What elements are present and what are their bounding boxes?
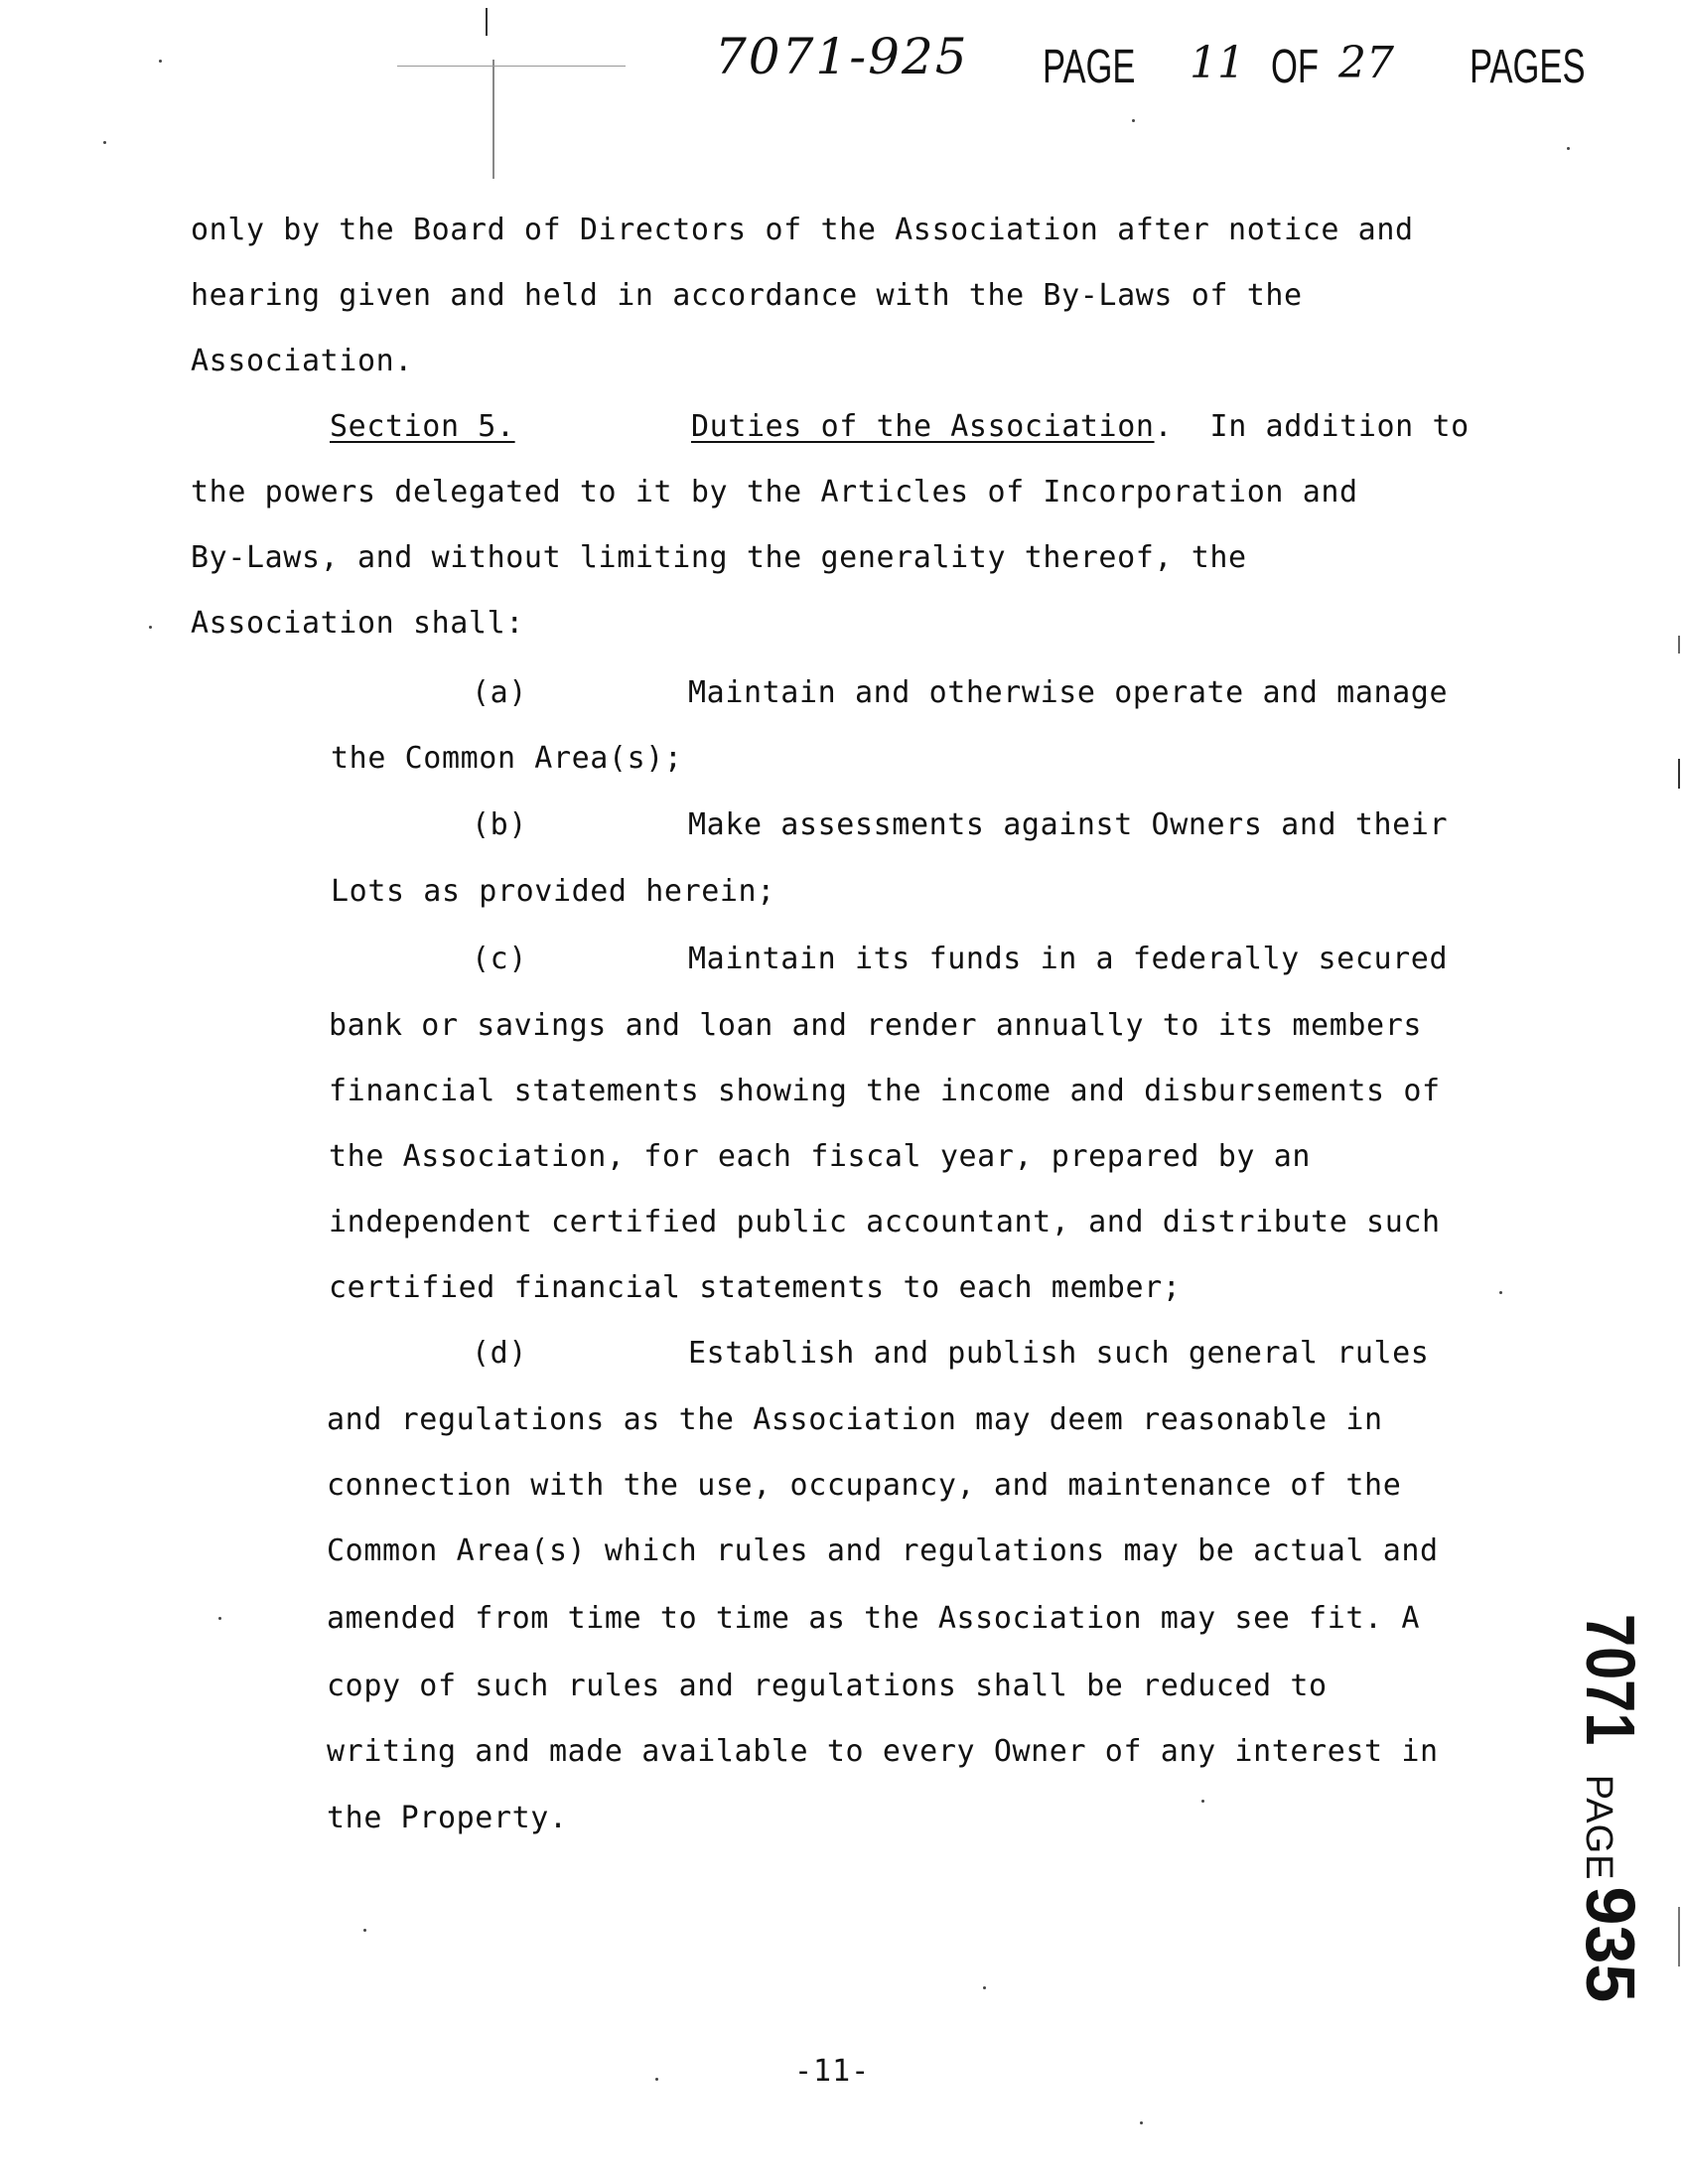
item-first-line: Maintain and otherwise operate and manage	[688, 675, 1449, 710]
item-first-line: Make assessments against Owners and their	[688, 807, 1449, 842]
item-line: the Property.	[327, 1801, 568, 1835]
section-label: Section 5.	[330, 409, 515, 444]
scan-dot	[655, 2078, 658, 2081]
item-line: bank or savings and loan and render annually to its members	[329, 1008, 1423, 1043]
section-heading	[330, 409, 515, 445]
scan-mark	[1678, 636, 1680, 654]
item-marker: (a)	[472, 675, 527, 710]
scan-mark	[486, 8, 488, 36]
section-title: Duties of the Association	[691, 409, 1155, 444]
item-line: certified financial statements to each member;	[329, 1270, 1182, 1305]
scan-mark	[1678, 1907, 1680, 1966]
item-line: Common Area(s) which rules and regulations may be actual and	[327, 1533, 1439, 1568]
item-line: amended from time to time as the Association may see fit. A	[327, 1601, 1421, 1636]
scan-dot	[1140, 2121, 1143, 2124]
section-lead: In addition to	[1209, 409, 1470, 444]
scan-dot	[149, 626, 152, 629]
scan-mark	[1678, 759, 1680, 789]
stamp-page-number: 935	[1572, 1886, 1649, 2003]
stamp-page-word: PAGE	[1578, 1774, 1619, 1881]
item-first-line: Establish and publish such general rules	[688, 1336, 1430, 1371]
body-line: Association shall:	[191, 606, 524, 641]
scan-dot	[363, 1929, 366, 1932]
body-line: By-Laws, and without limiting the generality thereof, the	[191, 540, 1247, 575]
item-marker: (d)	[472, 1336, 527, 1371]
item-line: copy of such rules and regulations shall be reduced to	[327, 1669, 1328, 1703]
scan-dot	[1567, 147, 1570, 150]
item-first-line: Maintain its funds in a federally secured	[688, 942, 1449, 976]
page-footer-number: -11-	[794, 2054, 871, 2089]
scan-mark	[492, 60, 494, 179]
scan-dot	[159, 60, 162, 63]
handwritten-book-page: 7071-925	[715, 28, 969, 85]
scan-dot	[1132, 119, 1135, 122]
page-word: PAGE	[1043, 41, 1136, 93]
section-title-line	[691, 409, 1470, 445]
item-line: the Common Area(s);	[331, 741, 683, 776]
scan-mark	[397, 66, 626, 67]
item-marker: (c)	[472, 942, 527, 976]
body-line: only by the Board of Directors of the Association after notice and	[191, 213, 1414, 247]
item-line: and regulations as the Association may deem reasonable in	[327, 1402, 1383, 1437]
item-line: the Association, for each fiscal year, prepared by an	[329, 1139, 1312, 1174]
pages-word: PAGES	[1470, 41, 1586, 93]
scan-dot	[1499, 1291, 1502, 1294]
of-word: OF	[1271, 41, 1319, 93]
recording-stamp	[1571, 1614, 1650, 2002]
body-line: Association.	[191, 344, 413, 378]
item-line: writing and made available to every Owner of any interest in	[327, 1734, 1439, 1769]
item-marker: (b)	[472, 807, 527, 842]
stamp-book-number: 7071	[1572, 1614, 1649, 1746]
body-line: hearing given and held in accordance with the By-Laws of the	[191, 278, 1303, 313]
section-title-end: .	[1154, 409, 1174, 444]
item-line: Lots as provided herein;	[331, 874, 775, 909]
scan-dot	[218, 1617, 221, 1620]
scan-dot	[103, 141, 106, 144]
scan-dot	[983, 1986, 986, 1989]
item-line: financial statements showing the income and disbursements of	[329, 1074, 1441, 1108]
item-line: connection with the use, occupancy, and maintenance of the	[327, 1468, 1402, 1503]
item-line: independent certified public accountant, and distribute such	[329, 1205, 1441, 1239]
scan-dot	[1201, 1800, 1204, 1803]
page-number: 11	[1190, 38, 1245, 88]
body-line: the powers delegated to it by the Articles of Incorporation and	[191, 475, 1358, 510]
total-pages: 27	[1338, 38, 1394, 88]
